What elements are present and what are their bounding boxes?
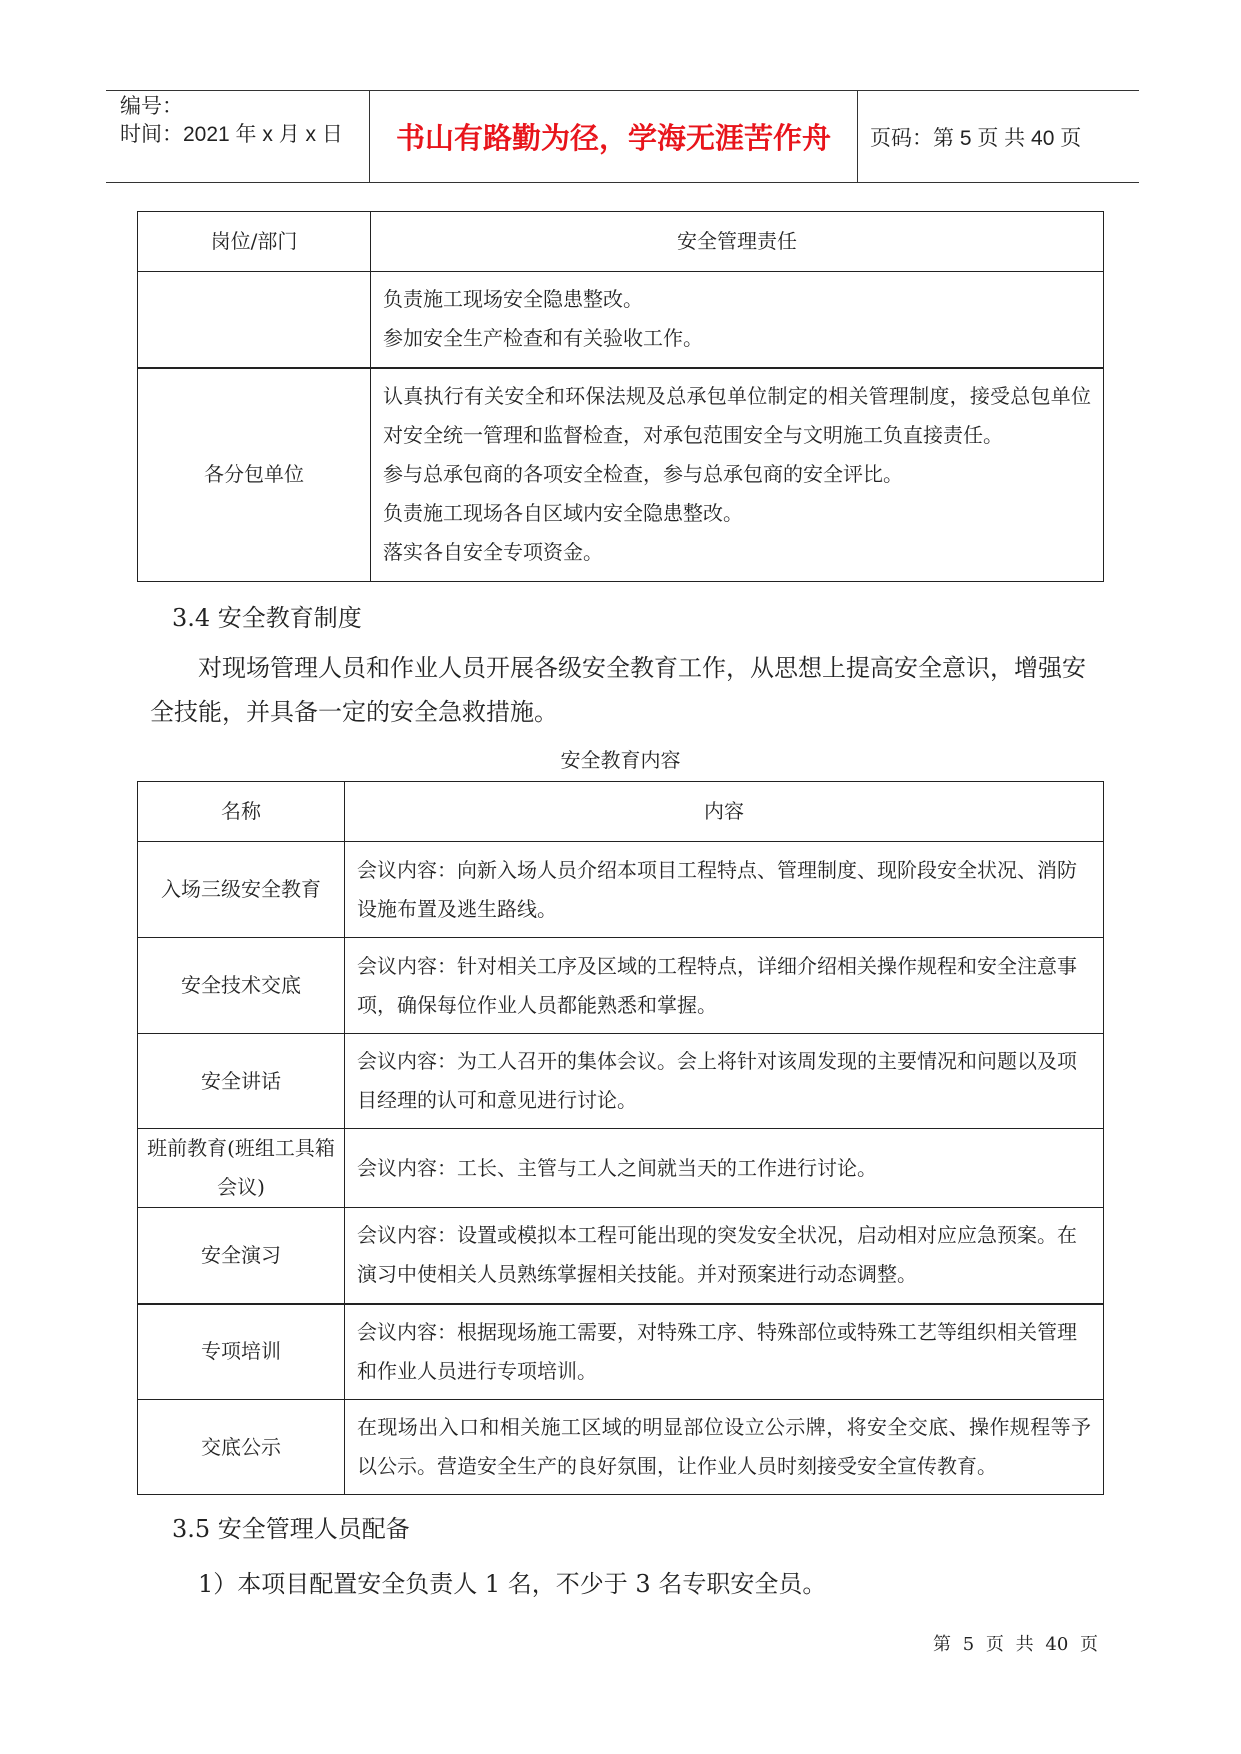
header-page-label: 页码：第 5 页 共 40 页 — [870, 126, 1082, 150]
dept-cell: 各分包单位 — [138, 368, 371, 582]
line: 参加安全生产检查和有关验收工作。 — [383, 326, 703, 351]
content-cell: 会议内容：向新入场人员介绍本项目工程特点、管理制度、现阶段安全状况、消防设施布置及逃生路线。 — [345, 842, 1104, 938]
section-paragraph: 对现场管理人员和作业人员开展各级安全教育工作，从思想上提高安全意识，增强安全技能，并具备一定的安全急救措施。 — [150, 654, 1086, 726]
content-cell: 会议内容：设置或模拟本工程可能出现的突发安全状况，启动相对应应急预案。在演习中使相关人员熟练掌握相关技能。并对预案进行动态调整。 — [345, 1208, 1104, 1304]
name-cell: 专项培训 — [138, 1304, 345, 1400]
table-row — [138, 1304, 1104, 1400]
dept-cell — [138, 272, 371, 368]
name-cell: 交底公示 — [138, 1400, 345, 1495]
table-row — [138, 842, 1104, 938]
line: 落实各自安全专项资金。 — [383, 540, 603, 565]
line: 负责施工现场安全隐患整改。 — [383, 287, 643, 312]
content-cell: 在现场出入口和相关施工区域的明显部位设立公示牌，将安全交底、操作规程等予以公示。营造安全生产的良好氛围，让作业人员时刻接受安全宣传教育。 — [345, 1400, 1104, 1495]
table-row — [138, 938, 1104, 1034]
doc-time-label: 时间：2021 年 x 月 x 日 — [120, 123, 343, 146]
line: 参与总承包商的各项安全检查，参与总承包商的安全评比。 — [383, 462, 903, 487]
name-cell: 入场三级安全教育 — [138, 842, 345, 938]
table-row — [138, 1208, 1104, 1304]
section-heading-3-5: 3.5 安全管理人员配备 — [172, 1515, 410, 1543]
table-row — [138, 368, 1104, 582]
table-row — [138, 1034, 1104, 1129]
col-header-dept: 岗位/部门 — [138, 212, 371, 272]
education-table — [137, 781, 1104, 1495]
content-cell: 会议内容：工长、主管与工人之间就当天的工作进行讨论。 — [345, 1129, 1104, 1208]
section-heading-3-4: 3.4 安全教育制度 — [172, 604, 362, 632]
table-caption: 安全教育内容 — [560, 748, 681, 772]
list-item: 1）本项目配置安全负责人 1 名，不少于 3 名专职安全员。 — [198, 1570, 827, 1598]
table-row — [138, 1400, 1104, 1495]
name-cell: 安全演习 — [138, 1208, 345, 1304]
table-row — [138, 272, 1104, 368]
name-cell: 安全技术交底 — [138, 938, 345, 1034]
line: 负责施工现场各自区域内安全隐患整改。 — [383, 501, 743, 526]
page-header — [106, 90, 1139, 183]
responsibility-table — [137, 211, 1104, 582]
table-row — [138, 1129, 1104, 1208]
responsibility-cell — [371, 272, 1104, 368]
name-cell: 安全讲话 — [138, 1034, 345, 1129]
col-header-name: 名称 — [138, 782, 345, 842]
col-header-responsibility: 安全管理责任 — [371, 212, 1104, 272]
content-cell: 会议内容：针对相关工序及区域的工程特点，详细介绍相关操作规程和安全注意事项，确保每位作业人员都能熟悉和掌握。 — [345, 938, 1104, 1034]
header-meta — [106, 91, 370, 182]
responsibility-cell — [371, 368, 1104, 582]
content-cell: 会议内容：为工人召开的集体会议。会上将针对该周发现的主要情况和问题以及项目经理的认可和意见进行讨论。 — [345, 1034, 1104, 1129]
page-footer: 第 5 页 共 40 页 — [933, 1634, 1098, 1655]
col-header-content: 内容 — [345, 782, 1104, 842]
name-cell: 班前教育(班组工具箱会议) — [138, 1129, 345, 1208]
header-motto: 书山有路勤为径，学海无涯苦作舟 — [370, 91, 858, 182]
doc-number-label: 编号： — [120, 95, 183, 118]
line: 认真执行有关安全和环保法规及总承包单位制定的相关管理制度，接受总包单位对安全统一管理和监督检查，对承包范围安全与文明施工负直接责任。 — [383, 384, 1091, 448]
content-cell: 会议内容：根据现场施工需要，对特殊工序、特殊部位或特殊工艺等组织相关管理和作业人员进行专项培训。 — [345, 1304, 1104, 1400]
